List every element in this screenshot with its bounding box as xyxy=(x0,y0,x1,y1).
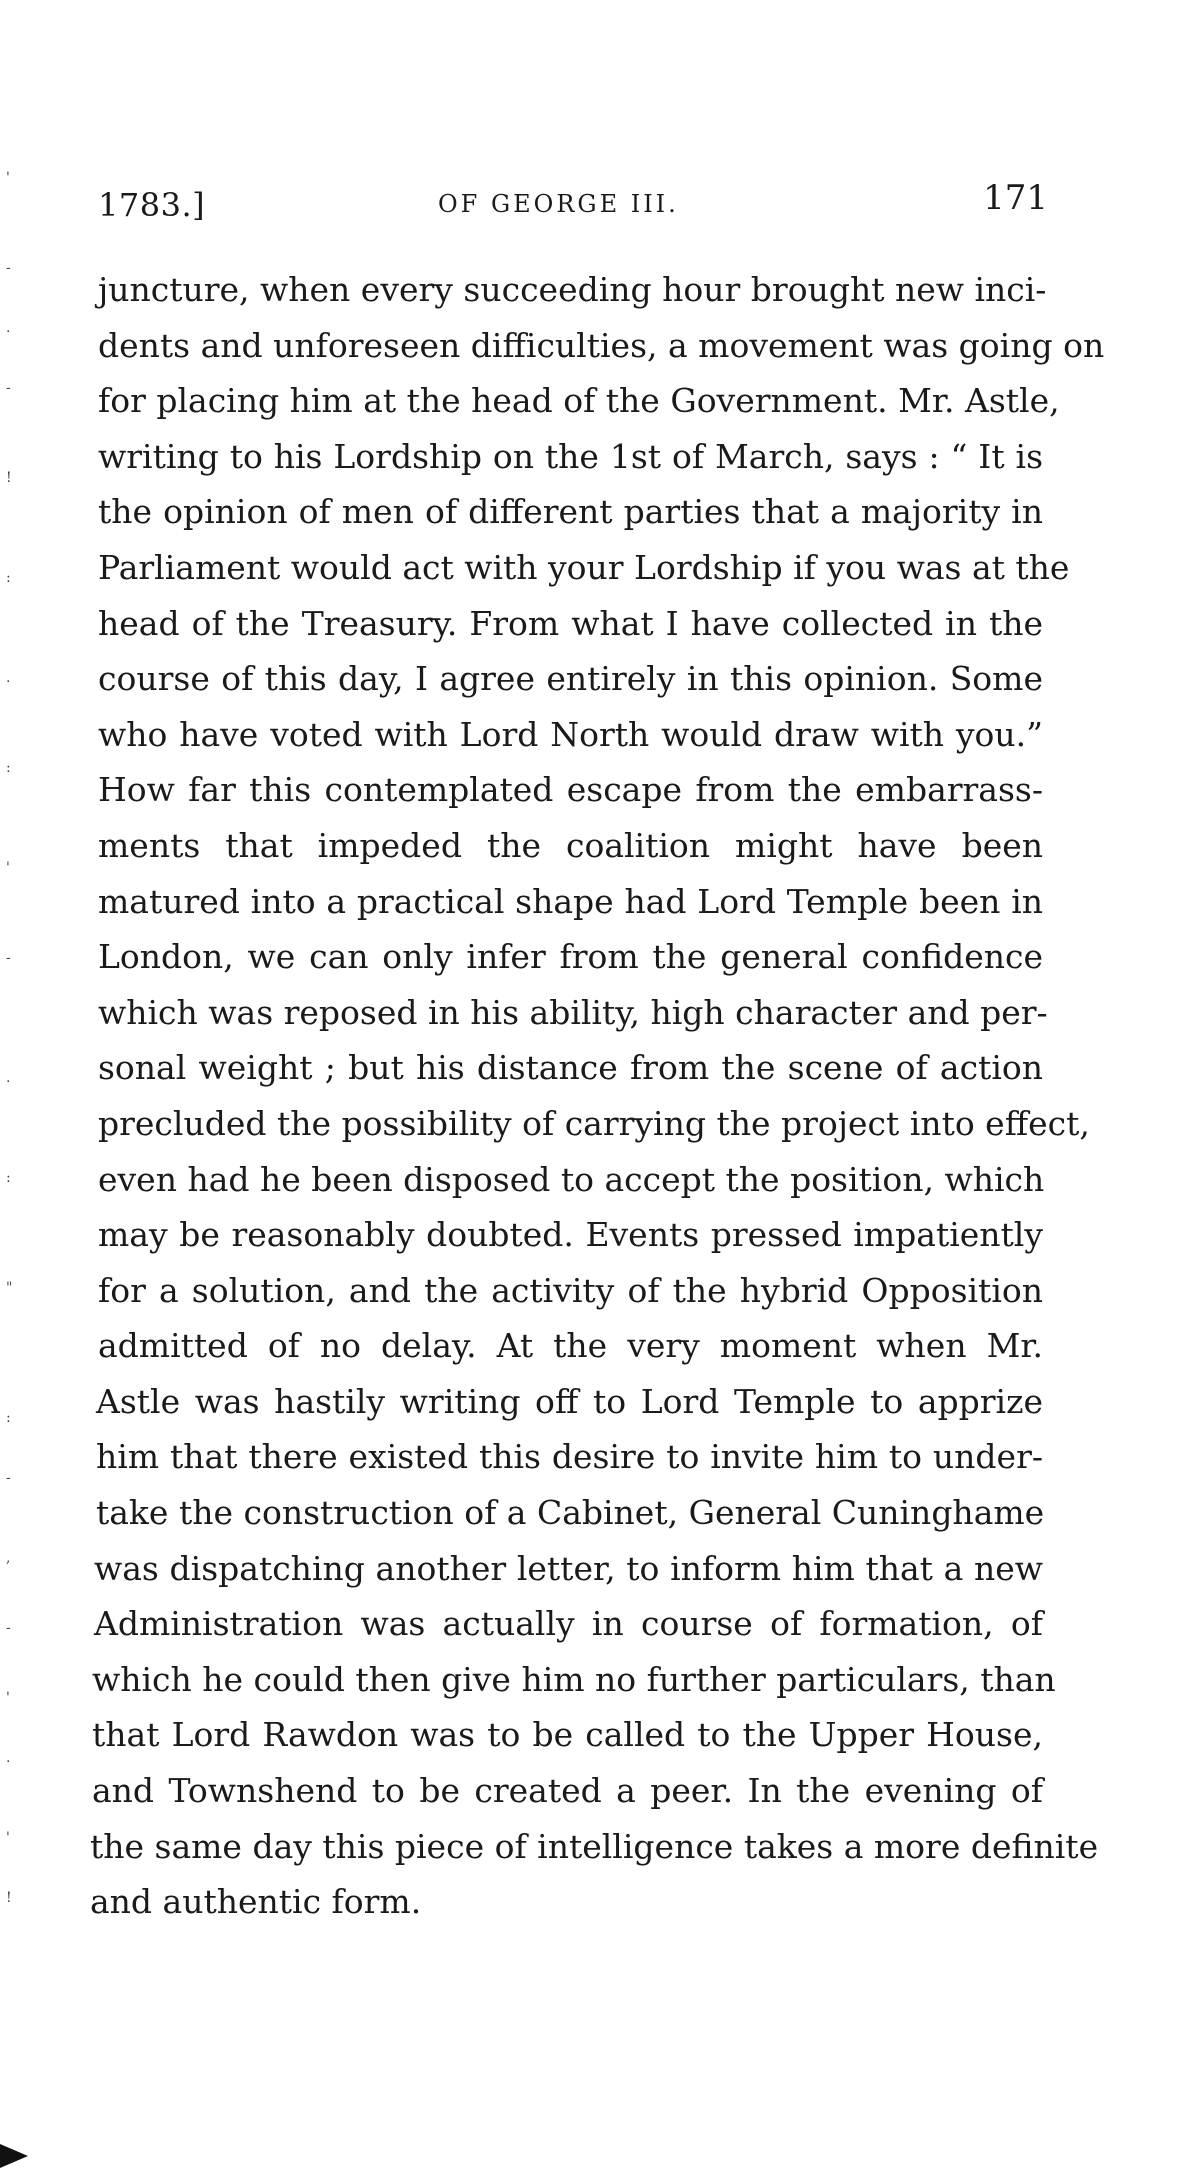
text-line: head of the Treasury. From what I have collected in the xyxy=(98,603,1043,643)
running-head xyxy=(98,178,1048,228)
corner-arrow-mark xyxy=(0,2144,28,2168)
text-line: How far this contemplated escape from the embarrass- xyxy=(98,770,1043,810)
gutter-mark: . xyxy=(6,670,11,686)
text-line: take the construction of a Cabinet, General Cuninghame xyxy=(96,1493,1045,1533)
gutter-mark: : xyxy=(6,1410,11,1426)
gutter-mark: ' xyxy=(6,1830,10,1846)
text-line: him that there existed this desire to invite him to under- xyxy=(96,1437,1043,1477)
gutter-mark: - xyxy=(6,260,11,276)
text-line: may be reasonably doubted. Events pressed impatiently xyxy=(98,1215,1043,1255)
gutter-mark: : xyxy=(6,760,11,776)
gutter-mark: - xyxy=(6,950,11,966)
gutter-mark: . xyxy=(6,320,11,336)
text-line: for a solution, and the activity of the hybrid Opposition xyxy=(98,1270,1043,1310)
text-line: Astle was hastily writing off to Lord Temple to apprize xyxy=(96,1381,1043,1421)
text-line: Administration was actually in course of formation, of xyxy=(94,1604,1043,1644)
gutter-mark: . xyxy=(6,1070,11,1086)
header-year: 1783.] xyxy=(98,186,206,224)
text-line-last: and authentic form. xyxy=(90,1882,422,1922)
text-line: which he could then give him no further particulars, than xyxy=(92,1659,1056,1699)
text-line: the opinion of men of different parties that a majority in xyxy=(98,492,1043,532)
text-line: even had he been disposed to accept the position, which xyxy=(98,1159,1045,1199)
text-line: who have voted with Lord North would draw with you.” xyxy=(98,714,1043,754)
text-line: writing to his Lordship on the 1st of March, says : “ It is xyxy=(98,436,1043,476)
gutter-mark: , xyxy=(6,1550,11,1566)
text-line: that Lord Rawdon was to be called to the Upper House, xyxy=(92,1715,1043,1755)
text-line: sonal weight ; but his distance from the scene of action xyxy=(98,1048,1043,1088)
gutter-mark: . xyxy=(6,1750,11,1766)
text-line: admitted of no delay. At the very moment when Mr. xyxy=(98,1326,1043,1366)
gutter-scan-marks xyxy=(0,170,40,1970)
text-line: for placing him at the head of the Government. Mr. Astle, xyxy=(98,381,1060,421)
text-line: juncture, when every succeeding hour brought new inci- xyxy=(98,270,1047,309)
gutter-mark: ! xyxy=(6,1890,12,1906)
gutter-mark: ! xyxy=(6,470,12,486)
text-line: which was reposed in his ability, high character and per- xyxy=(98,992,1048,1032)
body-paragraph xyxy=(90,262,1105,1930)
text-line: was dispatching another letter, to inform him that a new xyxy=(94,1548,1043,1588)
text-line: the same day this piece of intelligence takes a more definite xyxy=(90,1826,1099,1866)
gutter-mark: ' xyxy=(6,170,10,186)
page-number: 171 xyxy=(983,178,1048,218)
gutter-mark: : xyxy=(6,1170,11,1186)
text-line: precluded the possibility of carrying the project into effect, xyxy=(98,1103,1090,1143)
gutter-mark: ' xyxy=(6,860,10,876)
gutter-mark: : xyxy=(6,570,11,586)
gutter-mark: ' xyxy=(6,1690,10,1706)
text-line: ments that impeded the coalition might have been xyxy=(98,825,1043,865)
header-title: OF GEORGE III. xyxy=(438,190,679,218)
gutter-mark: - xyxy=(6,380,11,396)
text-line: Parliament would act with your Lordship if you was at the xyxy=(98,547,1070,587)
text-line: course of this day, I agree entirely in this opinion. Some xyxy=(98,659,1043,699)
text-line: London, we can only infer from the general confidence xyxy=(98,937,1043,977)
text-line: and Townshend to be created a peer. In the evening of xyxy=(92,1771,1043,1811)
gutter-mark: - xyxy=(6,1470,11,1486)
gutter-mark: - xyxy=(6,1620,11,1636)
text-line: dents and unforeseen difficulties, a movement was going on xyxy=(98,325,1105,365)
text-line: matured into a practical shape had Lord Temple been in xyxy=(98,881,1043,921)
gutter-mark: " xyxy=(6,1280,13,1296)
